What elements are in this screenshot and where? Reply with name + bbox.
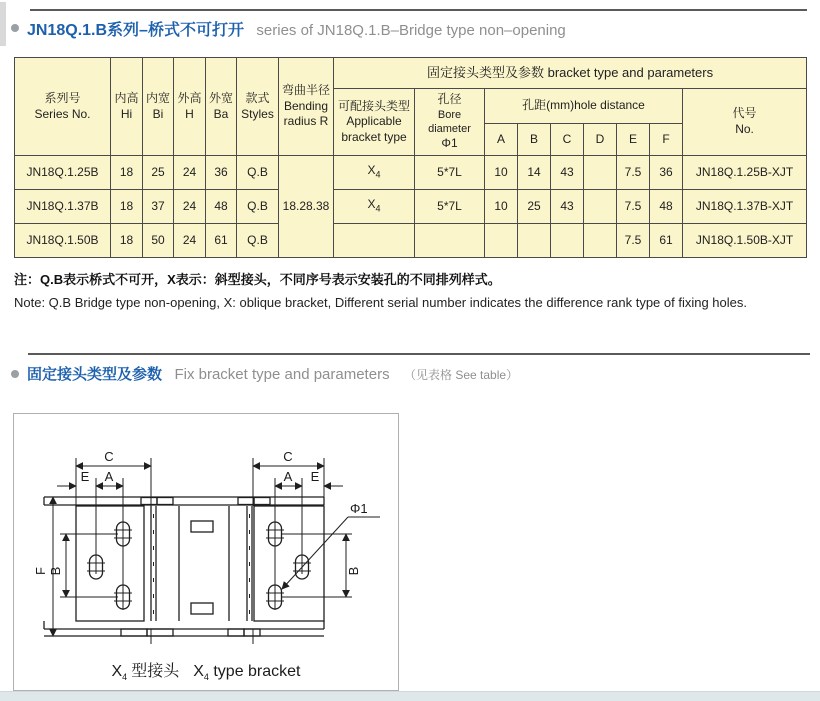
notes [14,269,747,310]
col-header-code: 代号 No. [683,89,807,156]
cell-b: 25 [518,190,551,224]
cell-e: 7.5 [617,224,650,258]
cell-hi: 18 [111,224,143,258]
cell-f: 36 [650,156,683,190]
slot-holes-left [87,522,132,609]
cell-ba: 61 [206,224,237,258]
bullet-icon [11,24,19,32]
cell-bracket: $X_4$ [334,190,415,224]
col-header-bore-diameter: 孔径 Bore diameter Φ1 [415,89,485,156]
section2-hint: （见表格 See table） [404,368,519,382]
dim-label-c-left: C [104,449,114,464]
cell-h: 24 [174,224,206,258]
dim-label-e-right: E [310,469,320,484]
cell-e: 7.5 [617,190,650,224]
cell-code: JN18Q.1.37B-XJT [683,190,807,224]
dim-label-a-left: A [104,469,114,484]
bracket-diagram-panel [13,413,399,691]
cell-bi: 25 [143,156,174,190]
dim-label-phi1: Φ1 [350,501,368,516]
col-header-A: A [485,124,518,156]
cell-c [551,224,584,258]
cell-style: Q.B [237,190,279,224]
table-row [15,190,807,224]
col-header-series: 系列号 Series No. [15,58,111,156]
section2-title-zh: 固定接头类型及参数 [27,366,163,383]
diagram-caption: $X_4$ 型接头 $X_4$ type bracket [111,663,301,683]
cell-code: JN18Q.1.50B-XJT [683,224,807,258]
cell-b: 14 [518,156,551,190]
col-header-inner-width: 内宽 Bi [143,58,174,156]
section1-title [27,17,566,40]
section1-title-zh: JN18Q.1.B系列–桥式不可打开 [27,22,244,39]
col-header-outer-width: 外宽 Ba [206,58,237,156]
section2-title-en: Fix bracket type and parameters [174,366,390,383]
col-header-D: D [584,124,617,156]
dim-label-f: F [33,567,48,575]
col-header-bracket-type: 可配接头类型 Applicable bracket type [334,89,415,156]
cell-d [584,224,617,258]
cell-hi: 18 [111,156,143,190]
cell-a: 10 [485,156,518,190]
dim-label-c-right: C [283,449,293,464]
cell-series: JN18Q.1.37B [15,190,111,224]
cell-bore: 5*7L [415,156,485,190]
cell-c: 43 [551,156,584,190]
cell-f: 61 [650,224,683,258]
page-edge-strip [0,2,6,46]
cell-b [518,224,551,258]
cell-d [584,156,617,190]
cell-bore [415,224,485,258]
section2-title [27,363,518,384]
cell-c: 43 [551,190,584,224]
cell-f: 48 [650,190,683,224]
table-row [15,156,807,190]
dim-label-a-right: A [283,469,293,484]
cell-d [584,190,617,224]
section2-divider [28,353,810,355]
cell-bending-radius: 18.28.38 [279,156,334,258]
col-header-B: B [518,124,551,156]
cell-a: 10 [485,190,518,224]
cell-hi: 18 [111,190,143,224]
col-header-bending-radius: 弯曲半径 Bending radius R [279,58,334,156]
cell-style: Q.B [237,224,279,258]
dim-label-b-left: B [48,566,63,576]
cell-ba: 48 [206,190,237,224]
col-header-inner-height: 内高 Hi [111,58,143,156]
cell-series: JN18Q.1.25B [15,156,111,190]
cell-bracket: $X_4$ [334,156,415,190]
cell-e: 7.5 [617,156,650,190]
cell-series: JN18Q.1.50B [15,224,111,258]
bullet-icon [11,370,19,378]
parameters-table [14,57,807,258]
col-header-hole-distance: 孔距(mm)hole distance [485,89,683,124]
col-header-F: F [650,124,683,156]
group-header-bracket-params: 固定接头类型及参数 bracket type and parameters [334,58,807,89]
dim-label-b-right: B [346,566,361,576]
dim-label-e-left: E [80,469,90,484]
cell-bracket [334,224,415,258]
cell-style: Q.B [237,156,279,190]
section1-title-en: series of JN18Q.1.B–Bridge type non–opening [256,22,566,39]
section1-divider [30,9,807,11]
col-header-outer-height: 外高 H [174,58,206,156]
cell-bi: 50 [143,224,174,258]
cell-ba: 36 [206,156,237,190]
col-header-E: E [617,124,650,156]
col-header-C: C [551,124,584,156]
cell-a [485,224,518,258]
cell-bore: 5*7L [415,190,485,224]
col-header-styles: 款式 Styles [237,58,279,156]
cell-bi: 37 [143,190,174,224]
table-row [15,224,807,258]
cell-code: JN18Q.1.25B-XJT [683,156,807,190]
cell-h: 24 [174,156,206,190]
bracket-technical-drawing [14,414,398,690]
note-en: Note: Q.B Bridge type non-opening, X: oblique bracket, Different serial number indicates the difference rank type of fixing holes. [14,295,747,310]
slot-holes-right [266,522,311,609]
cell-h: 24 [174,190,206,224]
note-zh: 注：Q.B表示桥式不可开，X表示：斜型接头，不同序号表示安装孔的不同排列样式。 [14,272,501,287]
